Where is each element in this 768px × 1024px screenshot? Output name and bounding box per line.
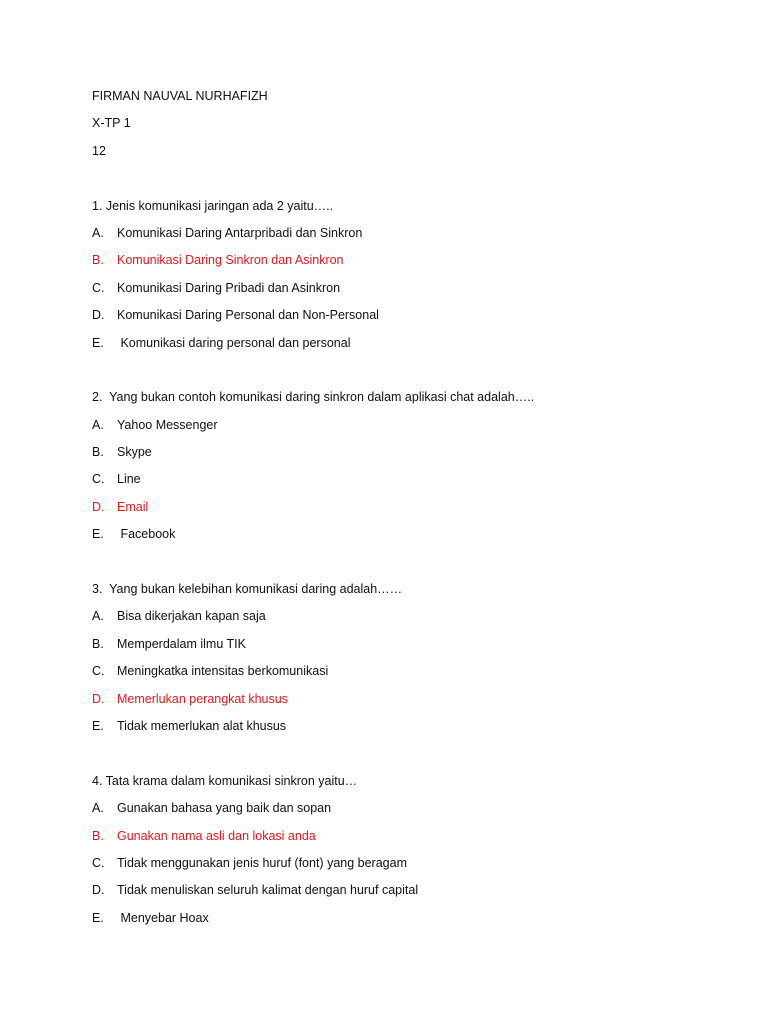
option-text: Komunikasi Daring Sinkron dan Asinkron <box>117 253 344 268</box>
option-letter: C. <box>92 472 105 487</box>
student-number: 12 <box>92 143 106 158</box>
student-name: FIRMAN NAUVAL NURHAFIZH <box>92 89 268 103</box>
option-text: Komunikasi daring personal dan personal <box>117 335 351 350</box>
option-text: Komunikasi Daring Personal dan Non-Personal <box>117 308 379 323</box>
option-c <box>92 469 692 496</box>
option-d <box>92 689 692 716</box>
option-letter: D. <box>92 308 105 323</box>
option-letter: A. <box>92 609 104 624</box>
option-c <box>92 278 692 305</box>
option-letter: E. <box>92 718 104 733</box>
spacer <box>92 743 692 770</box>
option-text: Tidak menuliskan seluruh kalimat dengan huruf capital <box>117 883 419 898</box>
student-class: X-TP 1 <box>92 116 131 131</box>
option-letter: D. <box>92 883 105 898</box>
option-b <box>92 442 692 469</box>
option-letter: A. <box>92 417 104 432</box>
option-letter: B. <box>92 828 104 843</box>
question-block <box>92 579 692 743</box>
option-letter: B. <box>92 253 104 268</box>
spacer <box>92 360 692 387</box>
option-e <box>92 908 692 935</box>
option-d <box>92 880 692 907</box>
option-a <box>92 223 692 250</box>
option-letter: E. <box>92 335 104 350</box>
question-text: 2. Yang bukan contoh komunikasi daring sinkron dalam aplikasi chat adalah….. <box>92 390 535 405</box>
option-letter: B. <box>92 445 104 460</box>
option-letter: E. <box>92 910 104 925</box>
option-e <box>92 524 692 551</box>
option-b <box>92 826 692 853</box>
question-block <box>92 387 692 551</box>
option-text: Komunikasi Daring Antarpribadi dan Sinkron <box>117 225 363 240</box>
option-text: Email <box>117 499 149 514</box>
option-c <box>92 661 692 688</box>
question-block <box>92 771 692 935</box>
spacer <box>92 168 692 195</box>
option-text: Menyebar Hoax <box>117 910 209 925</box>
option-text: Meningkatka intensitas berkomunikasi <box>117 664 329 679</box>
option-d <box>92 305 692 332</box>
option-a <box>92 415 692 442</box>
question-text: 3. Yang bukan kelebihan komunikasi daring adalah…… <box>92 582 403 597</box>
option-letter: B. <box>92 636 104 651</box>
option-text: Line <box>117 472 141 487</box>
option-c <box>92 853 692 880</box>
option-a <box>92 798 692 825</box>
question-text: 4. Tata krama dalam komunikasi sinkron yaitu… <box>92 773 358 788</box>
option-text: Komunikasi Daring Pribadi dan Asinkron <box>117 280 341 295</box>
option-letter: D. <box>92 691 105 706</box>
option-letter: C. <box>92 855 105 870</box>
option-text: Skype <box>117 445 152 460</box>
option-text: Bisa dikerjakan kapan saja <box>117 609 266 624</box>
option-e <box>92 716 692 743</box>
option-text: Memerlukan perangkat khusus <box>117 691 288 706</box>
option-a <box>92 606 692 633</box>
question-block <box>92 196 692 360</box>
option-letter: D. <box>92 499 105 514</box>
option-letter: E. <box>92 527 104 542</box>
spacer <box>92 552 692 579</box>
question-text: 1. Jenis komunikasi jaringan ada 2 yaitu….. <box>92 198 334 213</box>
option-text: Gunakan bahasa yang baik dan sopan <box>117 801 332 816</box>
option-letter: C. <box>92 664 105 679</box>
document-page <box>92 86 692 935</box>
option-b <box>92 634 692 661</box>
option-text: Tidak memerlukan alat khusus <box>117 718 287 733</box>
option-text: Memperdalam ilmu TIK <box>117 636 246 651</box>
option-e <box>92 333 692 360</box>
option-text: Gunakan nama asli dan lokasi anda <box>117 828 316 843</box>
option-letter: C. <box>92 280 105 295</box>
option-letter: A. <box>92 225 104 240</box>
option-text: Tidak menggunakan jenis huruf (font) yang beragam <box>117 855 407 870</box>
option-letter: A. <box>92 801 104 816</box>
option-d <box>92 497 692 524</box>
option-text: Facebook <box>117 527 176 542</box>
option-b <box>92 250 692 277</box>
option-text: Yahoo Messenger <box>117 417 218 432</box>
